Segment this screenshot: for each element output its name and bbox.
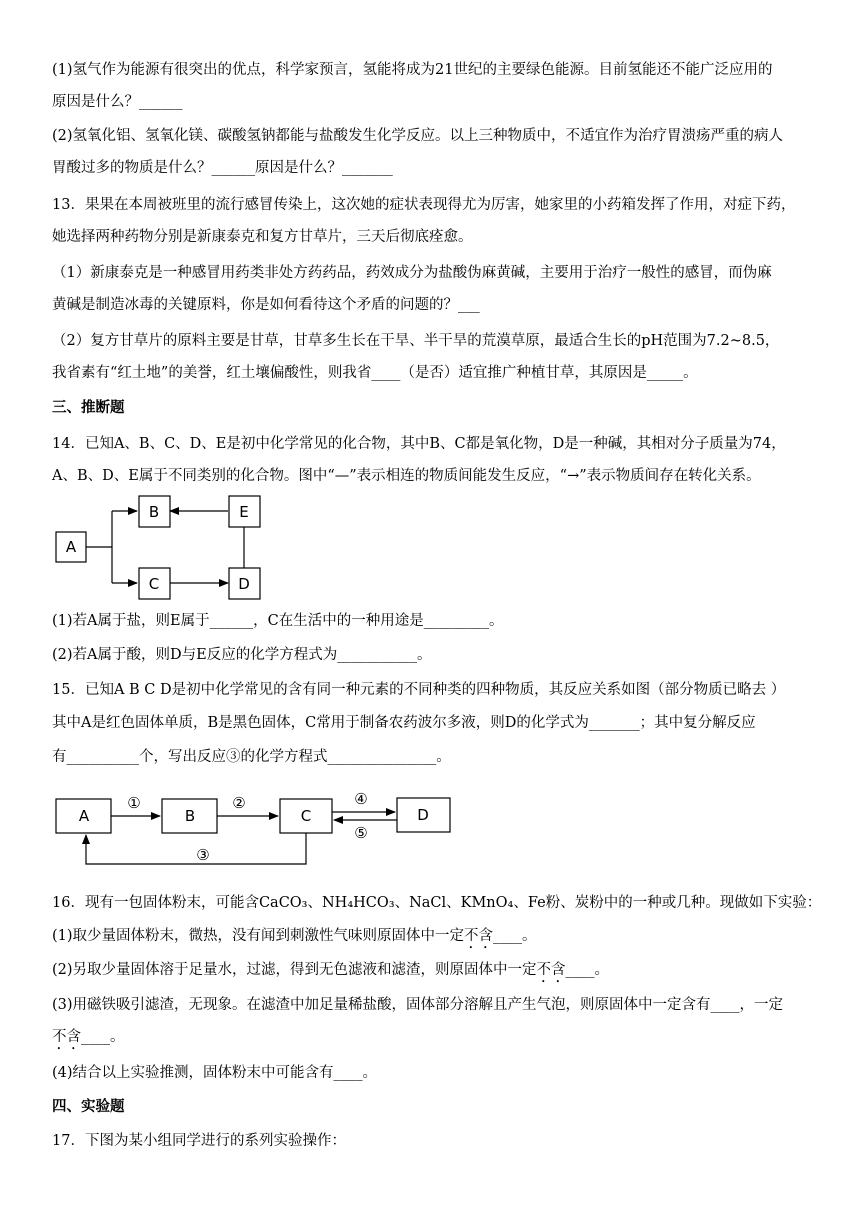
q15-label-c: C xyxy=(300,807,312,825)
q16-line2 xyxy=(52,926,812,952)
q13-line5: （2）复方甘草片的原料主要是甘草，甘草多生长在干旱、半干旱的荒漠草原，最适合生长的pH范围为7.2~8.5， xyxy=(52,333,780,349)
q16-line4: (3)用磁铁吸引滤渣，无现象。在滤渣中加足量稀盐酸，固体部分溶解且产生气泡，则原固体中一定含有____，一定 xyxy=(52,997,784,1013)
q15-reaction-2: ② xyxy=(232,794,246,812)
q14-label-b: B xyxy=(148,503,160,521)
q14-sub1: (1)若A属于盐，则E属于______，C在生活中的一种用途是_________。 xyxy=(52,613,504,629)
q13-line1: 13．果果在本周被班里的流行感冒传染上，这次她的症状表现得尤为厉害，她家里的小药箱发挥了作用，对症下药， xyxy=(52,197,796,213)
q15-reaction-3: ③ xyxy=(196,846,210,864)
q15-line2: 其中A是红色固体单质，B是黑色固体，C常用于制备农药波尔多液，则D的化学式为_______；其中复分解反应 xyxy=(52,715,756,731)
q15-label-d: D xyxy=(417,806,429,824)
section-heading-inference: 三、推断题 xyxy=(52,399,125,416)
q13-line2: 她选择两种药物分别是新康泰克和复方甘草片，三天后彻底痊愈。 xyxy=(52,229,473,245)
q16-line3 xyxy=(52,960,812,986)
q15-reaction-4: ④ xyxy=(354,790,368,808)
q14-line1: 14．已知A、B、C、D、E是初中化学常见的化合物，其中B、C都是氧化物，D是一种碱，其相对分子质量为74， xyxy=(52,436,786,452)
q14-label-a: A xyxy=(65,538,77,556)
q12-part1-line2: 原因是什么？______ xyxy=(52,94,183,110)
q15-reaction-5: ⑤ xyxy=(354,824,368,842)
q15-label-a: A xyxy=(78,807,90,825)
q13-line3: （1）新康泰克是一种感冒用药类非处方药药品，药效成分为盐酸伪麻黄碱，主要用于治疗一般性的感冒，而伪麻 xyxy=(52,265,772,281)
q16-line3-emphasis: 不含 xyxy=(536,962,566,978)
q14-sub2: (2)若A属于酸，则D与E反应的化学方程式为___________。 xyxy=(52,647,432,663)
q16-line5 xyxy=(52,1027,812,1053)
q16-line2-text: (1)取少量固体粉末，微热，没有闻到刺激性气味则原固体中一定 xyxy=(52,928,465,944)
q16-line3-text: (2)另取少量固体溶于足量水，过滤，得到无色滤液和滤渣，则原固体中一定 xyxy=(52,962,537,978)
q16-line1: 16．现有一包固体粉末，可能含CaCO₃、NH₄HCO₃、NaCl、KMnO₄、Fe粉、炭粉中的一种或几种。现做如下实验： xyxy=(52,895,822,911)
q13-line4: 黄碱是制造冰毒的关键原料，你是如何看待这个矛盾的问题的？___ xyxy=(52,297,480,313)
q16-line5-blank: ____。 xyxy=(81,1029,125,1045)
q12-part1-line1: (1)氢气作为能源有很突出的优点，科学家预言，氢能将成为21世纪的主要绿色能源。目前氢能还不能广泛应用的 xyxy=(52,62,773,78)
q12-part2-line1: (2)氢氧化铝、氢氧化镁、碳酸氢钠都能与盐酸发生化学反应。以上三种物质中，不适宜作为治疗胃溃疡严重的病人 xyxy=(52,128,784,144)
q17-line1: 17．下图为某小组同学进行的系列实验操作： xyxy=(52,1133,346,1149)
q14-label-e: E xyxy=(239,503,249,521)
q16-line6: (4)结合以上实验推测，固体粉末中可能含有____。 xyxy=(52,1065,378,1081)
q15-line3: 有__________个，写出反应③的化学方程式_______________。 xyxy=(52,749,451,765)
q14-line2: A、B、D、E属于不同类别的化合物。图中“—”表示相连的物质间能发生反应，“→”表示物质间存在转化关系。 xyxy=(52,468,761,484)
q12-part2-line2: 胃酸过多的物质是什么？______原因是什么？_______ xyxy=(52,160,393,176)
q14-label-c: C xyxy=(148,575,160,593)
q13-line6: 我省素有“红土地”的美誉，红土壤偏酸性，则我省____（是否）适宜推广种植甘草，其原因是_____。 xyxy=(52,365,698,381)
q14-label-d: D xyxy=(238,575,250,593)
q15-reaction-1: ① xyxy=(127,794,141,812)
q16-line3-blank: ____。 xyxy=(565,962,610,978)
q15-label-b: B xyxy=(184,807,196,825)
q15-line1: 15．已知A B C D是初中化学常见的含有同一种元素的不同种类的四种物质，其反应关系如图（部分物质已略去 ） xyxy=(52,682,786,698)
section-heading-experiment: 四、实验题 xyxy=(52,1098,125,1115)
q16-line2-emphasis: 不含 xyxy=(464,928,494,944)
q16-line5-emphasis: 不含 xyxy=(52,1029,81,1045)
q16-line2-blank: ____。 xyxy=(493,928,537,944)
